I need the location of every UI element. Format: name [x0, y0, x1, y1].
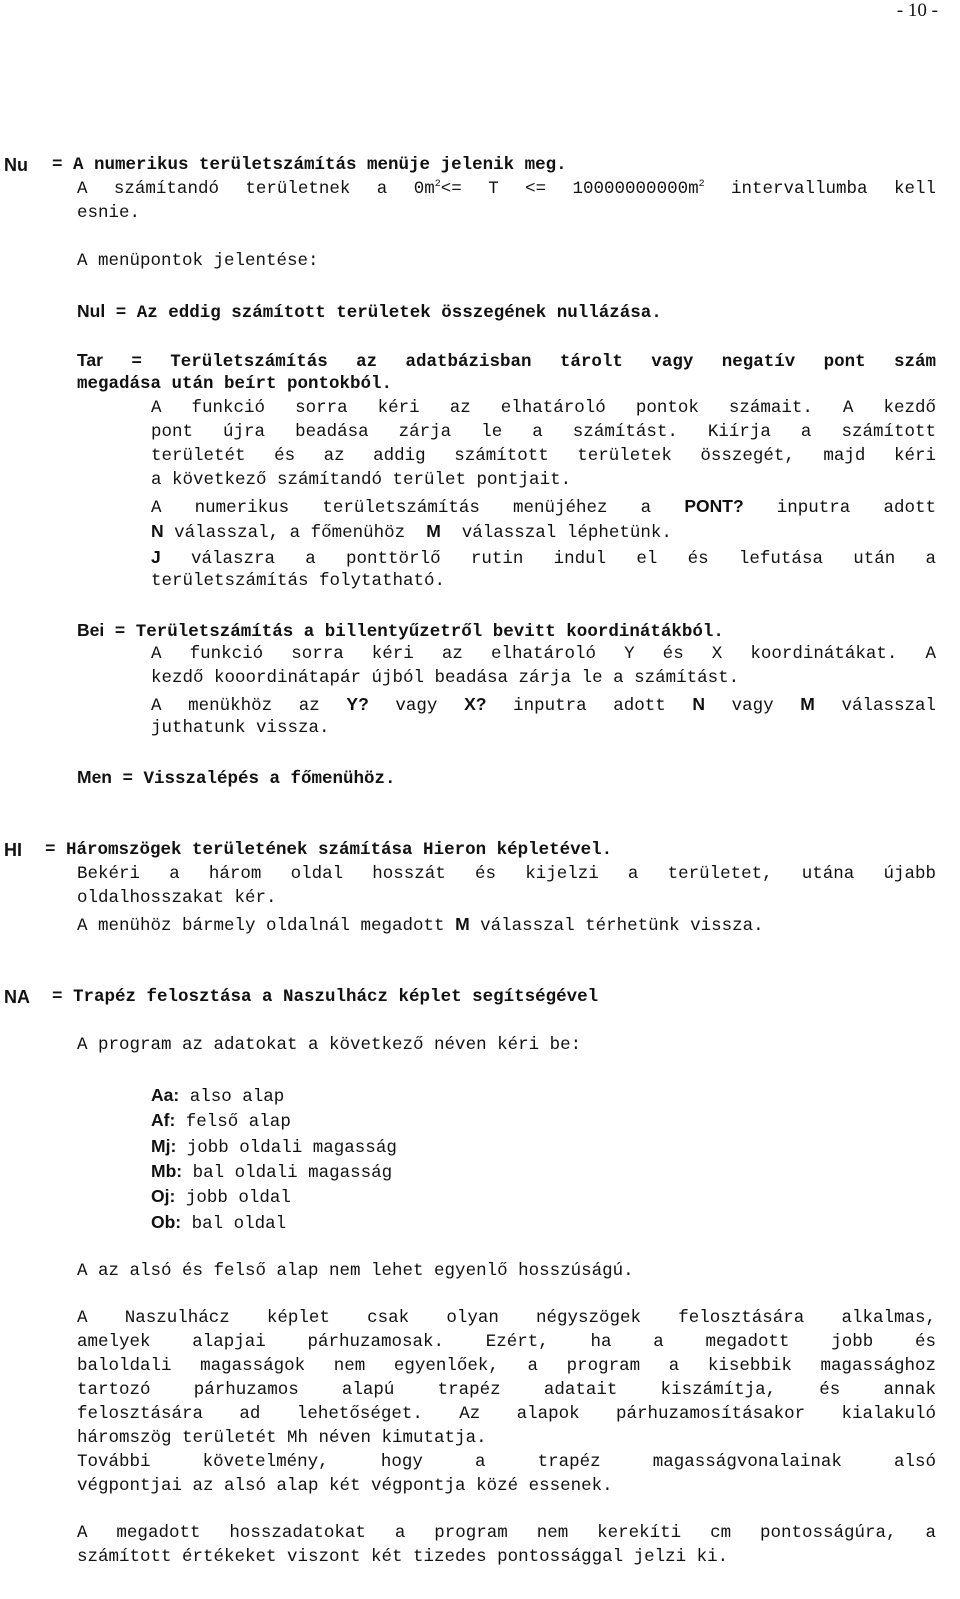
bei-desc-4: juthatunk vissza.	[151, 718, 330, 738]
pont-key: PONT?	[684, 496, 744, 516]
men-key: Men	[77, 767, 112, 787]
tar-desc-5: A numerikus területszámítás menüjéhez a PONT? inputra adott	[151, 496, 936, 518]
na-item-af: Af: felső alap	[151, 1110, 291, 1132]
na-title: = Trapéz felosztása a Naszulhácz képlet segítségével	[52, 987, 599, 1007]
na-item-ob: Ob: bal oldal	[151, 1212, 287, 1234]
na-para-10: számított értékeket viszont két tizedes pontossággal jelzi ki.	[77, 1547, 729, 1567]
page-number: - 10 -	[896, 0, 938, 21]
na-intro: A program az adatokat a következő néven kéri be:	[77, 1035, 582, 1055]
tar-desc-2: pont újra beadása zárja le a számítást. Kiírja a számított	[151, 422, 936, 442]
na-para-8: végpontjai az alsó alap két végpontja közé essenek.	[77, 1476, 613, 1496]
bei-desc-1: A funkció sorra kéri az elhatároló Y és X koordinátákat. A	[151, 644, 936, 664]
bei-item: Bei = Területszámítás a billentyűzetről bevitt koordinátákból.	[77, 620, 724, 642]
na-para-7: További követelmény, hogy a trapéz magasságvonalainak alsó	[77, 1452, 936, 1472]
na-label: NA	[4, 987, 30, 1007]
hi-desc-3: A menühöz bármely oldalnál megadott M válasszal térhetünk vissza.	[77, 914, 764, 936]
tar-desc-6: N válasszal, a főmenühöz M válasszal léphetünk.	[151, 521, 672, 543]
nu-range-line-end: esnie.	[77, 203, 141, 223]
tar-item-cont: megadása után beírt pontokból.	[77, 374, 393, 394]
bei-desc-2: kezdő kooordinátapár újból beadása zárja le a számítást.	[151, 668, 740, 688]
na-para-2: amelyek alapjai párhuzamosak. Ezért, ha a megadott jobb és	[77, 1332, 936, 1352]
na-item-aa: Aa: also alap	[151, 1085, 285, 1107]
na-para-6: háromszög területét Mh néven kimutatja.	[77, 1428, 487, 1448]
na-note: A az alsó és felső alap nem lehet egyenlő hosszúságú.	[77, 1261, 634, 1281]
na-item-oj: Oj: jobb oldal	[151, 1186, 291, 1208]
men-item: Men = Visszalépés a főmenühöz.	[77, 767, 396, 789]
na-item-mj: Mj: jobb oldali magasság	[151, 1136, 397, 1158]
nul-item: Nul = Az eddig számított területek összegének nullázása.	[77, 301, 662, 323]
nul-key: Nul	[77, 301, 106, 321]
bei-key: Bei	[77, 620, 105, 640]
tar-desc-8: területszámítás folytatható.	[151, 571, 446, 591]
menu-intro: A menüpontok jelentése:	[77, 251, 319, 271]
na-para-9: A megadott hosszadatokat a program nem kerekíti cm pontosságúra, a	[77, 1523, 936, 1543]
nu-label: Nu	[4, 155, 28, 175]
na-para-3: baloldali magasságok nem egyenlőek, a program a kisebbik magassághoz	[77, 1356, 936, 1376]
tar-key: Tar	[77, 350, 103, 370]
tar-desc-4: a következő számítandó terület pontjait.	[151, 470, 572, 490]
nu-title: = A numerikus területszámítás menüje jelenik meg.	[52, 155, 567, 175]
tar-item: Tar = Területszámítás az adatbázisban tárolt vagy negatív pont szám	[77, 350, 936, 372]
na-para-4: tartozó párhuzamos alapú trapéz adatait kiszámítja, és annak	[77, 1380, 936, 1400]
tar-desc-3: területét és az addig számított területek összegét, majd kéri	[151, 446, 936, 466]
hi-title: = Háromszögek területének számítása Hieron képletével.	[45, 840, 613, 860]
bei-desc-3: A menükhöz az Y? vagy X? inputra adott N vagy M válasszal	[151, 694, 937, 716]
hi-desc-1: Bekéri a három oldal hosszát és kijelzi a területet, utána újabb	[77, 864, 936, 884]
na-item-mb: Mb: bal oldali magasság	[151, 1161, 393, 1183]
hi-desc-2: oldalhosszakat kér.	[77, 888, 277, 908]
nu-range-line: A számítandó területnek a $0m^2<= T <= 10000000000m^2$ intervallumba kell	[77, 179, 936, 199]
na-para-1: A Naszulhácz képlet csak olyan négyszögek felosztására alkalmas,	[77, 1308, 936, 1328]
na-para-5: felosztására ad lehetőséget. Az alapok párhuzamosításakor kialakuló	[77, 1404, 936, 1424]
hi-label: HI	[4, 840, 22, 860]
tar-desc-7: J válaszra a ponttörlő rutin indul el és lefutása után a	[151, 547, 936, 569]
tar-desc-1: A funkció sorra kéri az elhatároló pontok számait. A kezdő	[151, 398, 936, 418]
